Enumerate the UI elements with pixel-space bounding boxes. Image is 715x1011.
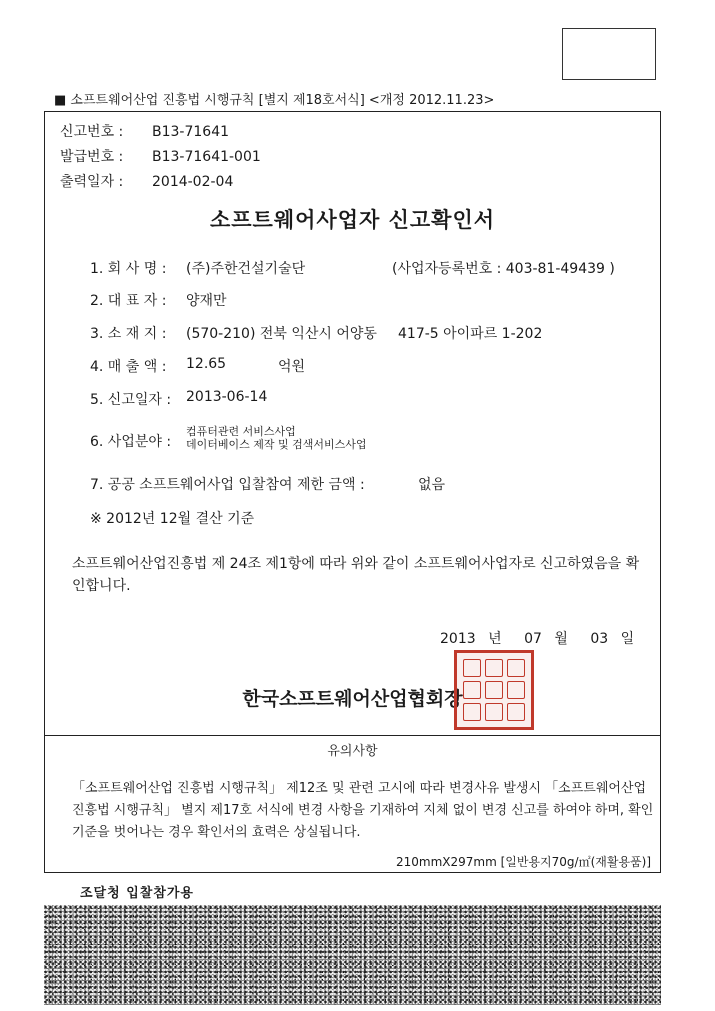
issue-date (440, 628, 634, 648)
business-field-line-2: 데이터베이스 제작 및 검색서비스사업 (186, 438, 367, 451)
notice-text: 「소프트웨어산업 진흥법 시행규칙」 제12조 및 관련 고시에 따라 변경사유 발생시 「소프트웨어산업 진흥법 시행규칙」 별지 제17호 서식에 변경 사항을 기재하여 지체 없이 변경 신고를 하여야 하며, 확인기준을 벗어나는 경우 확인서의 효력은 상실됩니다. (72, 781, 654, 840)
company-label: 1. 회 사 명 : (90, 261, 167, 277)
representative-value: 양재만 (186, 293, 227, 309)
issue-day-unit: 일 (620, 631, 635, 647)
business-field-label: 6. 사업분야 : (90, 434, 172, 450)
address-value: (570-210) 전북 익산시 어양동 (186, 326, 377, 342)
issue-year: 2013 (440, 631, 476, 647)
issue-number-row (60, 146, 261, 166)
sales-label: 4. 매 출 액 : (90, 359, 167, 375)
biz-reg-close: ) (609, 261, 615, 277)
notice-divider (44, 735, 661, 736)
report-date-label: 5. 신고일자 : (90, 392, 172, 408)
report-number: B13-71641 (152, 124, 230, 140)
notice-title: 유의사항 (327, 744, 378, 759)
form-header: ■ 소프트웨어산업 진흥법 시행규칙 [별지 제18호서식] <개정 2012.11.23> (54, 93, 495, 108)
official-seal (454, 650, 534, 730)
company-value: (주)주한건설기술단 (186, 261, 306, 277)
issue-month: 07 (524, 631, 542, 647)
print-date-label: 출력일자 : (60, 174, 124, 190)
issue-day: 03 (590, 631, 609, 647)
representative-label: 2. 대 표 자 : (90, 293, 167, 309)
issue-year-unit: 년 (488, 631, 502, 647)
report-number-label: 신고번호 : (60, 124, 124, 140)
biz-reg-label: (사업자등록번호 : (392, 261, 502, 277)
top-right-box (562, 28, 656, 80)
paper-spec: 210mmX297mm [일반용지70g/㎡(재활용품)] (396, 855, 651, 869)
address-label: 3. 소 재 지 : (90, 326, 167, 342)
address-detail: 417-5 아이파르 1-202 (398, 326, 543, 342)
biz-reg-row (392, 258, 615, 278)
sales-value: 12.65 (186, 356, 227, 372)
confirmation-statement: 소프트웨어산업진흥법 제 24조 제1항에 따라 위와 같이 소프트웨어사업자로 신고하였음을 확인합니다. (72, 556, 640, 594)
procurement-label: 조달청 입찰참가용 (80, 886, 194, 901)
bid-limit-value: 없음 (418, 477, 446, 493)
report-date-value: 2013-06-14 (186, 389, 268, 405)
sales-unit: 억원 (278, 359, 306, 375)
issuer-name: 한국소프트웨어산업협회장 (242, 688, 463, 710)
report-number-row (60, 121, 229, 141)
print-date: 2014-02-04 (152, 174, 234, 190)
issue-number: B13-71641-001 (152, 149, 261, 165)
issue-month-unit: 월 (554, 631, 568, 647)
biz-reg-number: 403-81-49439 (505, 261, 605, 277)
print-date-row (60, 171, 233, 191)
document-title: 소프트웨어사업자 신고확인서 (209, 208, 496, 232)
bid-limit-label: 7. 공공 소프트웨어사업 입찰참여 제한 금액 : (90, 477, 365, 493)
issue-number-label: 발급번호 : (60, 149, 124, 165)
security-pattern (44, 905, 661, 1005)
settlement-basis-note: ※ 2012년 12월 결산 기준 (90, 511, 255, 527)
business-field-line-1: 컴퓨터관련 서비스사업 (186, 425, 296, 438)
